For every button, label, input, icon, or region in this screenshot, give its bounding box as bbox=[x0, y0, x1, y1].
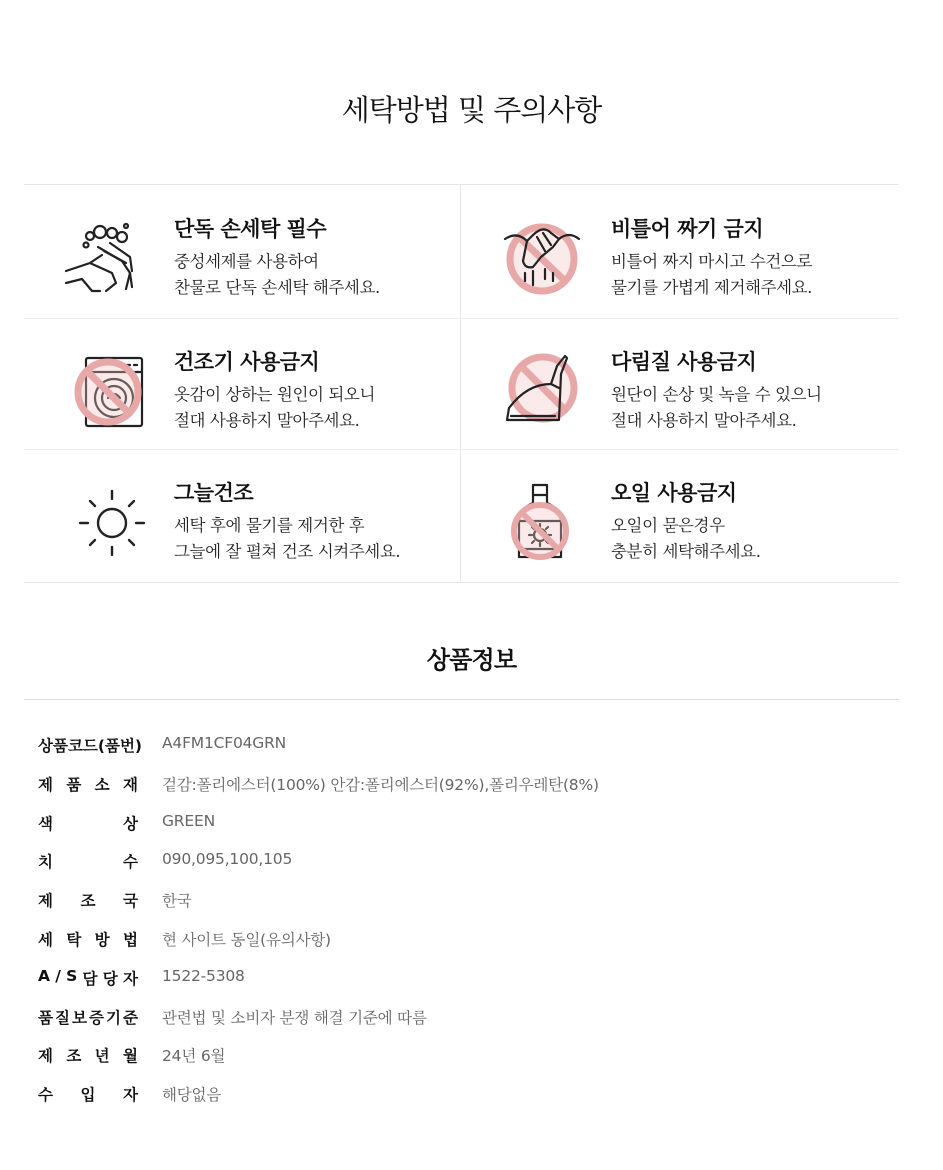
care-description-line: 찬물로 단독 손세탁 해주세요. bbox=[174, 278, 380, 297]
info-label-char: 법 bbox=[122, 930, 138, 949]
care-description-line: 옷감이 상하는 원인이 되오니 bbox=[174, 385, 376, 404]
page-title: 세탁방법 및 주의사항 bbox=[341, 93, 602, 127]
info-row bbox=[38, 1079, 898, 1118]
info-value: 관련법 및 소비자 분쟁 해결 기준에 따름 bbox=[162, 1008, 427, 1027]
info-label-char: 월 bbox=[122, 1047, 138, 1066]
care-row bbox=[24, 185, 899, 319]
info-label-char: 당 bbox=[102, 969, 118, 988]
info-label-char: 제 bbox=[38, 1047, 53, 1066]
care-description-line: 그늘에 잘 펼쳐 건조 시켜주세요. bbox=[174, 542, 401, 561]
sun-icon bbox=[60, 475, 150, 565]
info-label-char: 품 bbox=[66, 775, 82, 794]
info-label-char: A bbox=[38, 966, 50, 985]
care-heading: 단독 손세탁 필수 bbox=[174, 217, 327, 241]
info-label-char: 품 bbox=[38, 1008, 53, 1027]
info-label-char: S bbox=[66, 966, 78, 985]
info-row bbox=[38, 1040, 898, 1079]
info-value: 24년 6월 bbox=[162, 1047, 226, 1066]
info-label-char: / bbox=[55, 966, 61, 985]
care-description-line: 충분히 세탁해주세요. bbox=[611, 542, 761, 561]
info-label bbox=[38, 1044, 138, 1066]
info-row bbox=[38, 730, 898, 769]
info-label bbox=[38, 1006, 138, 1028]
info-label bbox=[38, 734, 143, 756]
info-value: 1522-5308 bbox=[162, 966, 245, 985]
info-label bbox=[38, 967, 138, 989]
care-item-hand-wash bbox=[24, 185, 460, 318]
care-item-no-dryer bbox=[24, 318, 460, 449]
info-label bbox=[38, 773, 138, 795]
care-item-no-wring bbox=[461, 185, 897, 318]
info-label-char: 자 bbox=[122, 969, 138, 988]
info-value: 한국 bbox=[162, 892, 192, 911]
care-description-line: 원단이 손상 및 녹을 수 있으니 bbox=[611, 385, 822, 404]
info-label bbox=[38, 850, 138, 872]
info-label-char: 수 bbox=[123, 853, 138, 872]
info-label-char: 조 bbox=[66, 1047, 82, 1066]
care-item-shade-dry bbox=[24, 449, 460, 582]
info-row bbox=[38, 963, 898, 1002]
info-label-char: 기 bbox=[106, 1008, 121, 1027]
info-label-char: 소 bbox=[94, 775, 110, 794]
info-row bbox=[38, 924, 898, 963]
product-info-title: 상품정보 bbox=[426, 646, 517, 674]
info-label-char: 방 bbox=[94, 930, 110, 949]
info-label-char: 준 bbox=[123, 1008, 138, 1027]
info-label-char: 수 bbox=[38, 1086, 53, 1105]
info-label bbox=[38, 889, 138, 911]
divider bbox=[24, 699, 899, 700]
info-label-char: 재 bbox=[122, 775, 138, 794]
info-label-char: 입 bbox=[80, 1086, 96, 1105]
care-item-no-iron bbox=[461, 318, 897, 449]
care-description bbox=[174, 513, 400, 565]
info-label bbox=[38, 1083, 138, 1105]
info-value: 겉감:폴리에스터(100%) 안감:폴리에스터(92%),폴리우레탄(8%) bbox=[162, 775, 599, 794]
no-dryer-icon bbox=[60, 344, 150, 434]
info-label-char: 조 bbox=[80, 892, 96, 911]
info-value: GREEN bbox=[162, 811, 215, 830]
info-label-char: 치 bbox=[38, 853, 53, 872]
info-label-char: 제 bbox=[38, 775, 53, 794]
care-instructions-grid bbox=[24, 184, 899, 583]
care-description-line: 물기를 가볍게 제거해주세요. bbox=[611, 278, 813, 297]
care-heading: 건조기 사용금지 bbox=[174, 350, 320, 374]
info-row bbox=[38, 1002, 898, 1041]
info-label-char: 국 bbox=[123, 892, 138, 911]
info-label-char: 세 bbox=[38, 930, 53, 949]
care-description-line: 오일이 묻은경우 bbox=[611, 516, 725, 535]
info-label-text: 상품코드(품번) bbox=[38, 737, 143, 755]
info-label-char: 탁 bbox=[66, 930, 82, 949]
info-label-char: 제 bbox=[38, 892, 53, 911]
care-description-line: 중성세제를 사용하여 bbox=[174, 252, 319, 271]
info-label-char: 담 bbox=[82, 969, 98, 988]
info-label-char: 자 bbox=[123, 1086, 138, 1105]
care-description-line: 절대 사용하지 말아주세요. bbox=[611, 411, 797, 430]
info-label-char: 증 bbox=[89, 1008, 104, 1027]
no-iron-icon bbox=[497, 344, 587, 434]
info-value: 090,095,100,105 bbox=[162, 850, 293, 869]
info-label-char: 년 bbox=[94, 1047, 110, 1066]
info-label bbox=[38, 812, 138, 834]
care-description bbox=[611, 249, 812, 301]
info-row bbox=[38, 885, 898, 924]
care-description bbox=[611, 513, 761, 565]
info-label bbox=[38, 928, 138, 950]
info-label-char: 색 bbox=[38, 814, 53, 833]
info-row bbox=[38, 808, 898, 847]
no-wring-icon bbox=[497, 211, 587, 301]
care-description-line: 절대 사용하지 말아주세요. bbox=[174, 411, 360, 430]
care-description bbox=[174, 249, 380, 301]
info-value: A4FM1CF04GRN bbox=[162, 734, 287, 752]
product-info-table bbox=[38, 730, 898, 1118]
care-row bbox=[24, 449, 899, 582]
hand-wash-icon bbox=[60, 211, 150, 301]
care-description-line: 비틀어 짜지 마시고 수건으로 bbox=[611, 252, 813, 271]
care-description-line: 세탁 후에 물기를 제거한 후 bbox=[174, 516, 365, 535]
info-row bbox=[38, 769, 898, 808]
care-description bbox=[611, 382, 822, 434]
info-row bbox=[38, 846, 898, 885]
care-heading: 오일 사용금지 bbox=[611, 481, 737, 505]
care-heading: 다림질 사용금지 bbox=[611, 350, 757, 374]
info-value: 해당없음 bbox=[162, 1086, 222, 1105]
info-label-char: 상 bbox=[123, 814, 138, 833]
care-row bbox=[24, 318, 899, 450]
care-item-no-oil bbox=[461, 449, 897, 582]
no-oil-icon bbox=[497, 475, 587, 565]
care-heading: 그늘건조 bbox=[174, 481, 254, 505]
info-label-char: 보 bbox=[72, 1008, 87, 1027]
info-label-char: 질 bbox=[55, 1008, 70, 1027]
care-description bbox=[174, 382, 375, 434]
care-heading: 비틀어 짜기 금지 bbox=[611, 217, 764, 241]
info-value: 현 사이트 동일(유의사항) bbox=[162, 930, 331, 949]
